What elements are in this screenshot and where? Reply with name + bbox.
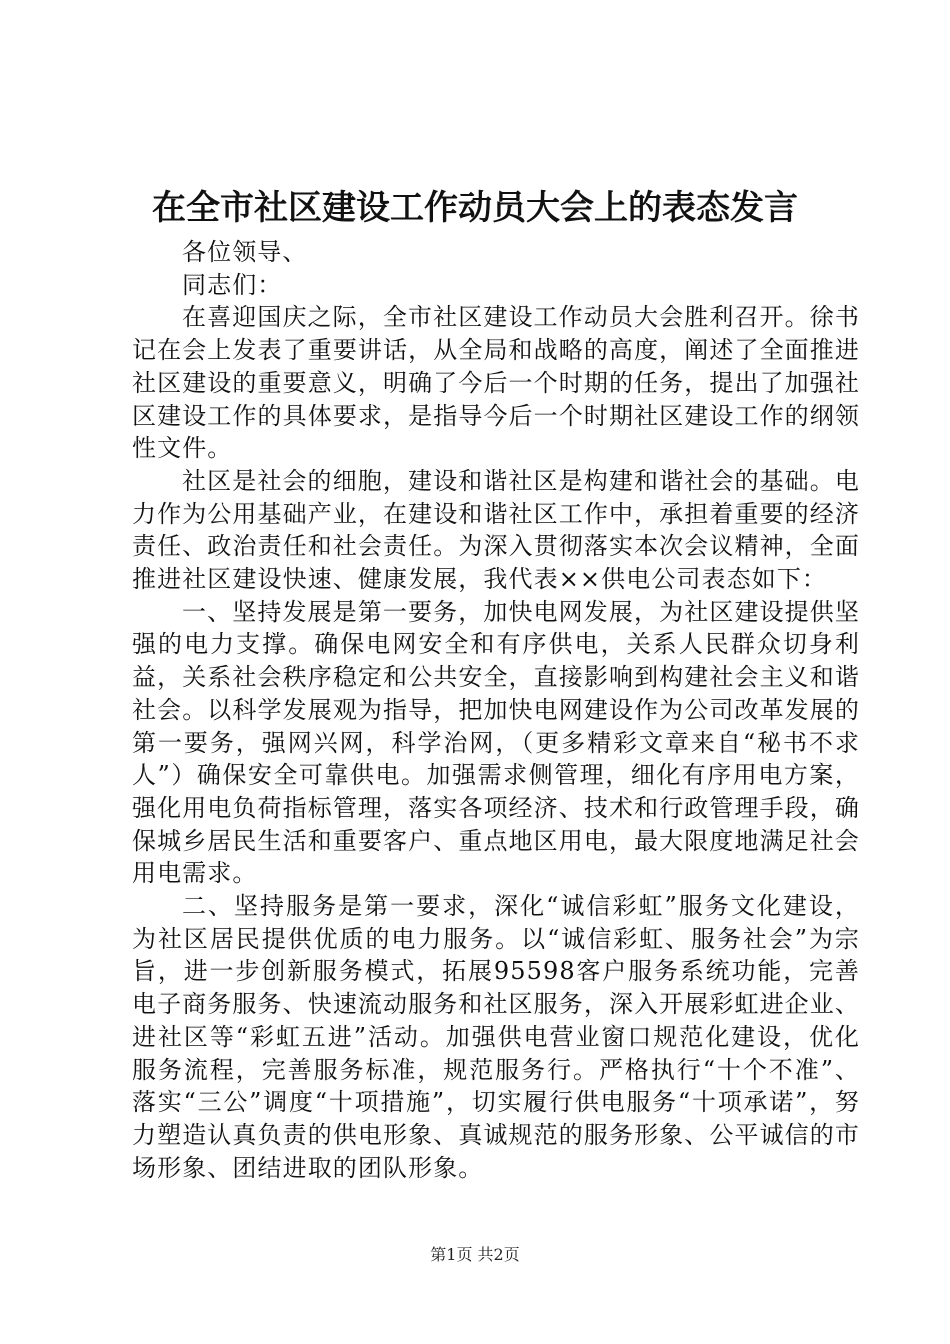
paragraph-point-two: 二、坚持服务是第一要求，深化“诚信彩虹”服务文化建设，为社区居民提供优质的电力服务。以“诚信彩虹、服务社会”为宗旨，进一步创新服务模式，拓展95598客户服务系统功能，完善电子商务服务、快速流动服务和社区服务，深入开展彩虹进企业、进社区等“彩虹五进”活动。加强供电营业窗口规范化建设，优化服务流程，完善服务标准，规范服务行。严格执行“十个不准”、落实“三公”调度“十项措施”，切实履行供电服务“十项承诺”，努力塑造认真负责的供电形象、真诚规范的服务形象、公平诚信的市场形象、团结进取的团队形象。 <box>132 892 860 1182</box>
salutation-comrades: 同志们： <box>182 270 283 299</box>
paragraph-point-one: 一、坚持发展是第一要务，加快电网发展，为社区建设提供坚强的电力支撑。确保电网安全和有序供电，关系人民群众切身利益，关系社会秩序稳定和公共安全，直接影响到构建社会主义和谐社会。以科学发展观为指导，把加快电网建设作为公司改革发展的第一要务，强网兴网，科学治网，（更多精彩文章来自“秘书不求人”）确保安全可靠供电。加强需求侧管理，细化有序用电方案，强化用电负荷指标管理，落实各项经济、技术和行政管理手段，确保城乡居民生活和重要客户、重点地区用电，最大限度地满足社会用电需求。 <box>132 597 860 888</box>
document-title: 在全市社区建设工作动员大会上的表态发言 <box>152 188 798 228</box>
salutation-leaders: 各位领导、 <box>182 238 308 266</box>
paragraph-opening: 在喜迎国庆之际，全市社区建设工作动员大会胜利召开。徐书记在会上发表了重要讲话，从全局和战略的高度，阐述了全面推进社区建设的重要意义，明确了今后一个时期的任务，提出了加强社区建设工作的具体要求，是指导今后一个时期社区建设工作的纲领性文件。 <box>132 303 860 463</box>
page-number-footer: 第1页 共2页 <box>430 1245 520 1264</box>
document-body <box>132 236 860 1184</box>
paragraph-community: 社区是社会的细胞，建设和谐社区是构建和谐社会的基础。电力作为公用基础产业，在建设和谐社区工作中，承担着重要的经济责任、政治责任和社会责任。为深入贯彻落实本次会议精神，全面推进社区建设快速、健康发展，我代表××供电公司表态如下： <box>132 466 860 594</box>
